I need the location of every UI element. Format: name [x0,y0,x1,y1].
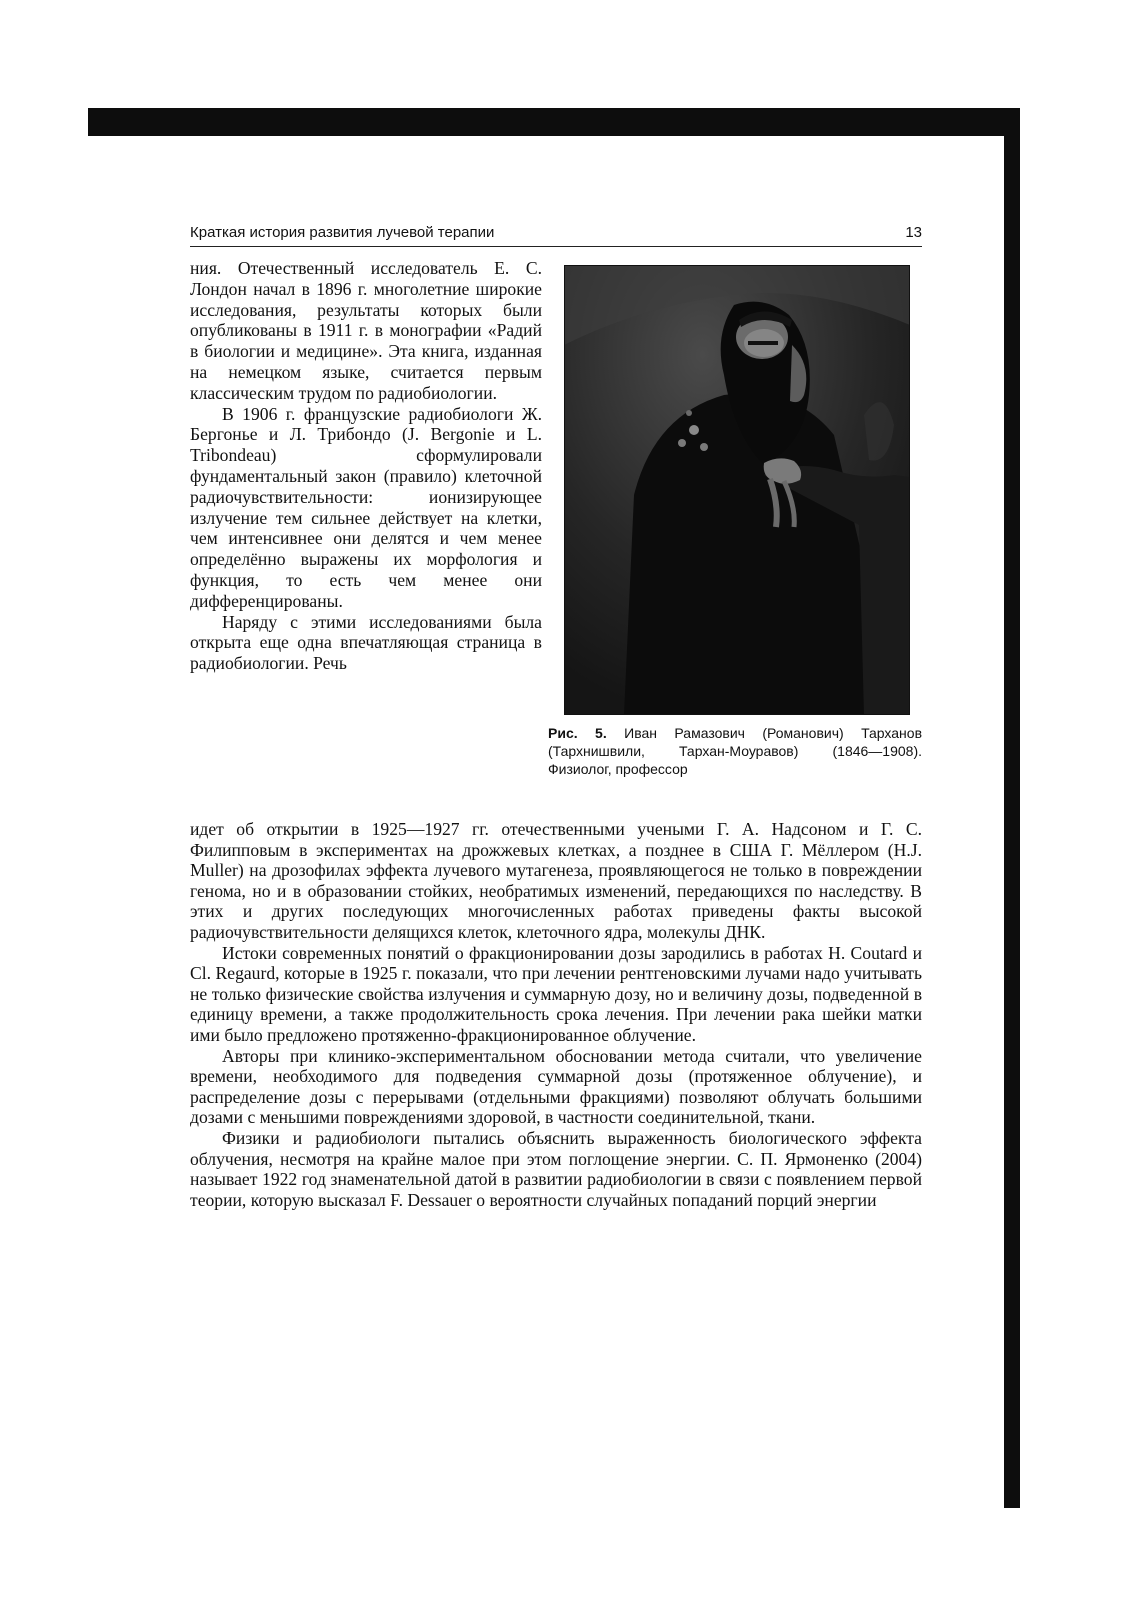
running-header [190,224,922,247]
paragraph: идет об открытии в 1925—1927 гг. отечественными учеными Г. А. Надсоном и Г. С. Филипповым в экспериментах на дрожжевых клетках, а позднее в США Г. Мёллером (H.J. Muller) на дрозофилах эффекта лучевого мутагенеза, проявляющегося не только в повреждении генома, но и в образовании стойких, необратимых изменений, передающихся по наследству. В этих и других последующих многочисленных работах приведены факты высокой радиочувствительности делящихся клеток, клеточного ядра, молекулы ДНК. [190,819,922,942]
full-width-text [190,819,922,1210]
figure-caption-text: Иван Рамазович (Романович) Тарханов (Тархнишвили, Тархан-Моуравов) (1846—1908). Физиолог, профессор [548,725,923,777]
figure-label: Рис. 5. [548,725,607,741]
figure-caption [548,724,922,778]
running-header-title: Краткая история развития лучевой терапии [190,224,495,241]
paragraph: Истоки современных понятий о фракционировании дозы зародились в работах H. Coutard и Cl. Regaurd, которые в 1925 г. показали, что при лечении рентгеновскими лучами надо учитывать не только физические свойства излучения и суммарную дозу, но и величину дозы, подведенной в единицу времени, а также продолжительность срока лечения. При лечении рака шейки матки ими было предложено протяженно-фракционированное облучение. [190,942,922,1045]
paragraph: Наряду с этими исследованиями была открыта еще одна впечатляющая страница в радиобиологии. Речь [190,611,542,674]
narrow-column-text [190,258,542,674]
scan-border-right [1004,108,1020,1508]
paragraph: Авторы при клинико-экспериментальном обосновании метода считали, что увеличение времени, необходимого для подведения суммарной дозы (протяженное облучение), и распределение дозы с перерывами (отдельными фракциями) позволяют облучать большими дозами с меньшими повреждениями здоровой, в частности соединительной, ткани. [190,1045,922,1128]
scan-border-top [88,108,1020,136]
portrait-photo [564,265,910,715]
paragraph: ния. Отечественный исследователь Е. С. Лондон начал в 1896 г. многолетние широкие исследования, результаты которых были опубликованы в 1911 г. в монографии «Радий в биологии и медицине». Эта книга, изданная на немецком языке, считается первым классическим трудом по радиобиологии. [190,258,542,403]
page-number: 13 [905,224,922,241]
portrait-image [564,265,910,715]
paragraph: В 1906 г. французские радиобиологи Ж. Бергонье и Л. Трибондо (J. Bergonie и L. Tribondeau) сформулировали фундаментальный закон (правило) клеточной радиочувствительности: ионизирующее излучение тем сильнее действует на клетки, чем интенсивнее они делятся и чем менее определённо выражены их морфология и функция, то есть чем менее они дифференцированы. [190,403,542,611]
paragraph: Физики и радиобиологи пытались объяснить выраженность биологического эффекта облучения, несмотря на крайне малое при этом поглощение энергии. С. П. Ярмоненко (2004) называет 1922 год знаменательной датой в развитии радиобиологии в связи с появлением первой теории, которую высказал F. Dessauer о вероятности случайных попаданий порций энергии [190,1127,922,1210]
